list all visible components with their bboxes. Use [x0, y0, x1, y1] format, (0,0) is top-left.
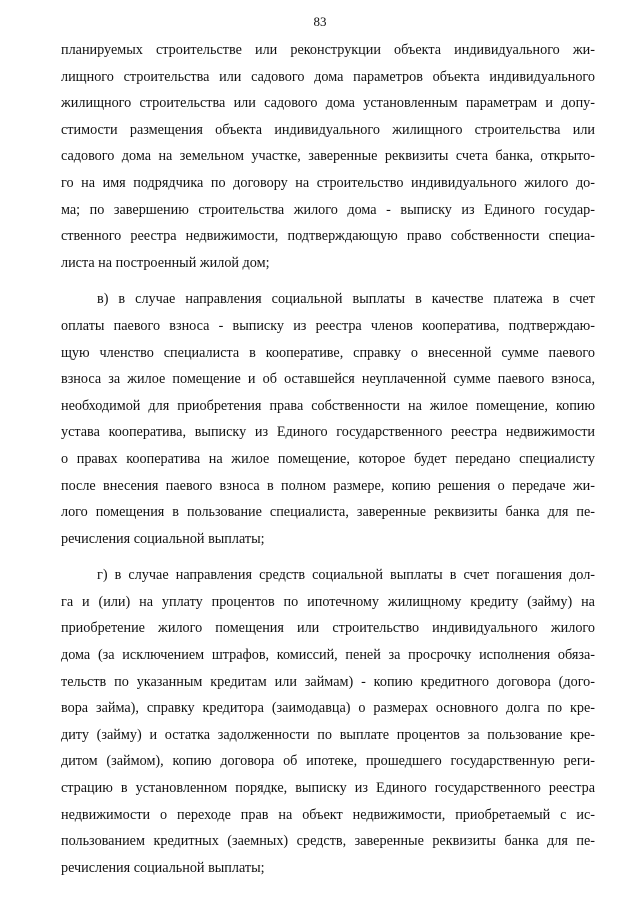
text-line: приобретение жилого помещения или строительство индивидуального жилого	[61, 620, 595, 637]
text-line: страцию в установленном порядке, выписку из Единого государственного реестра	[61, 780, 595, 797]
text-line: г) в случае направления средств социальной выплаты в счет погашения дол-	[97, 567, 595, 584]
paragraph-continuation	[61, 37, 595, 276]
document-body	[61, 37, 595, 881]
text-line: речисления социальной выплаты;	[61, 859, 265, 876]
text-line: устава кооператива, выписку из Единого государственного реестра недвижимости	[61, 424, 595, 441]
text-line: дитом (займом), копию договора об ипотеке, прошедшего государственную реги-	[61, 753, 595, 770]
paragraph-spacer	[61, 276, 595, 286]
text-line: планируемых строительстве или реконструкции объекта индивидуального жи-	[61, 42, 595, 58]
text-line: вора займа), справку кредитора (заимодавца) о размерах основного долга по кре-	[61, 700, 595, 717]
text-line: щую членство специалиста в кооперативе, справку о внесенной сумме паевого	[61, 344, 595, 361]
text-line: недвижимости о переходе прав на объект недвижимости, приобретаемый с ис-	[61, 806, 595, 823]
paragraph-spacer	[61, 552, 595, 562]
text-line: дома (за исключением штрафов, комиссий, пеней за просрочку исполнения обяза-	[61, 647, 595, 664]
text-line: листа на построенный жилой дом;	[61, 254, 270, 271]
text-line: го на имя подрядчика по договору на строительство индивидуального жилого до-	[61, 174, 595, 191]
paragraph-item-g	[61, 562, 595, 881]
text-line: стимости размещения объекта индивидуального жилищного строительства или	[61, 121, 595, 138]
text-line: о правах кооператива на жилое помещение, которое будет передано специалисту	[61, 450, 595, 467]
text-line: тельств по указанным кредитам или займам) - копию кредитного договора (дого-	[61, 673, 595, 690]
text-line: речисления социальной выплаты;	[61, 530, 265, 547]
paragraph-item-v	[61, 286, 595, 552]
page-number: 83	[313, 14, 327, 29]
text-line: садового дома на земельном участке, заверенные реквизиты счета банка, открыто-	[61, 148, 595, 165]
text-line: взноса за жилое помещение и об оставшейся неуплаченной сумме паевого взноса,	[61, 371, 595, 388]
text-line: после внесения паевого взноса в полном размере, копию решения о передаче жи-	[61, 477, 595, 494]
text-line: га и (или) на уплату процентов по ипотечному жилищному кредиту (займу) на	[61, 593, 595, 610]
text-line: оплаты паевого взноса - выписку из реестра членов кооператива, подтверждаю-	[61, 317, 595, 334]
text-line: в) в случае направления социальной выплаты в качестве платежа в счет	[97, 291, 595, 308]
text-line: диту (займу) и остатка задолженности по выплате процентов за пользование кре-	[61, 726, 595, 743]
text-line: пользованием кредитных (заемных) средств, заверенные реквизиты банка для пе-	[61, 833, 595, 850]
text-line: ственного реестра недвижимости, подтверждающую право собственности специа-	[61, 228, 595, 245]
text-line: лого помещения в пользование специалиста, заверенные реквизиты банка для пе-	[61, 504, 595, 521]
text-line: лищного строительства или садового дома параметров объекта индивидуального	[61, 68, 595, 85]
text-line: необходимой для приобретения права собственности на жилое помещение, копию	[61, 397, 595, 414]
text-line: жилищного строительства или садового дома установленным параметрам и допу-	[61, 95, 595, 112]
text-line: ма; по завершению строительства жилого дома - выписку из Единого государ-	[61, 201, 595, 218]
